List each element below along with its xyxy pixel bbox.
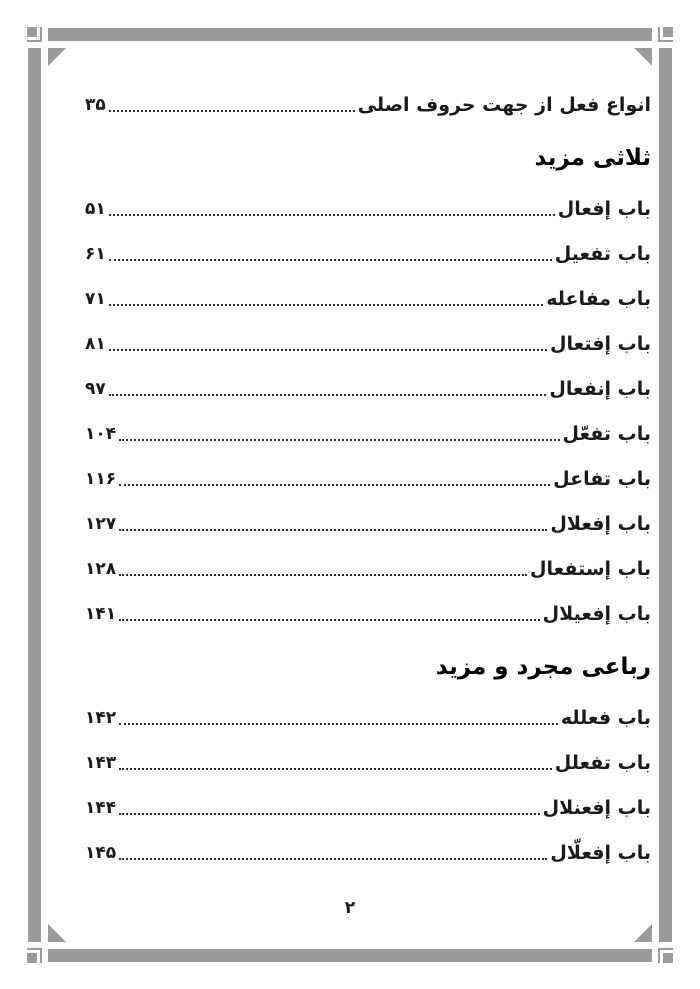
border-bar-right bbox=[659, 48, 672, 942]
toc-entry-title: انواع فعل از جهت حروف اصلی bbox=[357, 94, 651, 116]
toc-entry-page-number: ۱۴۳ bbox=[85, 753, 117, 773]
toc-section-heading: ثلاثی مزید bbox=[534, 145, 651, 171]
dotted-leader bbox=[109, 110, 355, 112]
border-corner-square-bottom-left bbox=[27, 948, 42, 963]
toc-entry-title: باب إفعیلال bbox=[542, 603, 651, 625]
toc-entry-title: باب إستفعال bbox=[530, 558, 651, 580]
border-corner-square-bottom-right bbox=[658, 948, 673, 963]
border-bar-bottom bbox=[48, 949, 652, 962]
border-corner-triangle-bottom-right bbox=[634, 924, 652, 942]
toc-entry bbox=[85, 192, 651, 222]
toc-entry-title: باب إفعنلال bbox=[542, 797, 651, 819]
toc-entry-page-number: ۱۱۶ bbox=[85, 469, 117, 489]
toc-entry-page-number: ۱۴۵ bbox=[85, 843, 117, 863]
toc-entry bbox=[85, 507, 651, 537]
toc-entry-title: باب فعلله bbox=[560, 707, 651, 729]
toc-entry-title: باب إفعلال bbox=[550, 513, 651, 535]
toc-entry-page-number: ۳۵ bbox=[85, 95, 106, 115]
border-corner-triangle-top-left bbox=[48, 48, 66, 66]
toc-entry-page-number: ۹۷ bbox=[85, 379, 106, 399]
dotted-leader bbox=[119, 619, 540, 621]
toc-entry-page-number: ۸۱ bbox=[85, 334, 106, 354]
toc-content bbox=[85, 88, 651, 866]
border-corner-square-top-right bbox=[658, 27, 673, 42]
toc-entry bbox=[85, 597, 651, 627]
toc-section-heading: رباعی مجرد و مزید bbox=[435, 654, 651, 680]
toc-entry-page-number: ۵۱ bbox=[85, 199, 106, 219]
border-corner-square-top-left bbox=[27, 27, 42, 42]
dotted-leader bbox=[119, 858, 547, 860]
toc-entry bbox=[85, 417, 651, 447]
toc-entry-title: باب إنفعال bbox=[549, 378, 651, 400]
toc-entry-title: باب تفعلل bbox=[554, 752, 651, 774]
toc-entry-page-number: ۷۱ bbox=[85, 289, 106, 309]
dotted-leader bbox=[119, 768, 552, 770]
toc-entry-title: باب مفاعله bbox=[546, 288, 651, 310]
toc-entry-title: باب إفتعال bbox=[549, 333, 651, 355]
toc-entry-page-number: ۱۴۲ bbox=[85, 708, 117, 728]
border-bar-top bbox=[48, 28, 652, 41]
dotted-leader bbox=[119, 813, 540, 815]
border-bar-left bbox=[28, 48, 41, 942]
dotted-leader bbox=[109, 394, 547, 396]
toc-entry bbox=[85, 836, 651, 866]
dotted-leader bbox=[119, 484, 550, 486]
toc-entry bbox=[85, 88, 651, 118]
toc-entry bbox=[85, 791, 651, 821]
toc-entry-page-number: ۱۴۴ bbox=[85, 798, 117, 818]
toc-entry bbox=[85, 746, 651, 776]
toc-entry-page-number: ۶۱ bbox=[85, 244, 106, 264]
dotted-leader bbox=[109, 349, 547, 351]
dotted-leader bbox=[119, 529, 547, 531]
toc-entry bbox=[85, 462, 651, 492]
toc-entry bbox=[85, 372, 651, 402]
dotted-leader bbox=[119, 574, 527, 576]
page-number: ۲ bbox=[344, 898, 356, 918]
border-corner-triangle-top-right bbox=[634, 48, 652, 66]
dotted-leader bbox=[109, 259, 552, 261]
toc-entry-title: باب إفعال bbox=[557, 198, 651, 220]
toc-entry-page-number: ۱۲۸ bbox=[85, 559, 117, 579]
toc-entry bbox=[85, 552, 651, 582]
toc-entry-page-number: ۱۰۴ bbox=[85, 424, 117, 444]
toc-entry bbox=[85, 237, 651, 267]
toc-entry-title: باب تفعیل bbox=[554, 243, 651, 265]
dotted-leader bbox=[109, 304, 543, 306]
toc-entry-page-number: ۱۲۷ bbox=[85, 514, 117, 534]
toc-entry-title: باب تفاعل bbox=[553, 468, 651, 490]
dotted-leader bbox=[109, 214, 555, 216]
toc-entry-title: باب تفعّل bbox=[562, 423, 651, 445]
toc-entry-title: باب إفعلّال bbox=[550, 842, 651, 864]
toc-entry bbox=[85, 327, 651, 357]
border-corner-triangle-bottom-left bbox=[48, 924, 66, 942]
dotted-leader bbox=[119, 439, 559, 441]
toc-entry-page-number: ۱۴۱ bbox=[85, 604, 117, 624]
toc-entry bbox=[85, 701, 651, 731]
toc-entry bbox=[85, 282, 651, 312]
dotted-leader bbox=[119, 723, 558, 725]
